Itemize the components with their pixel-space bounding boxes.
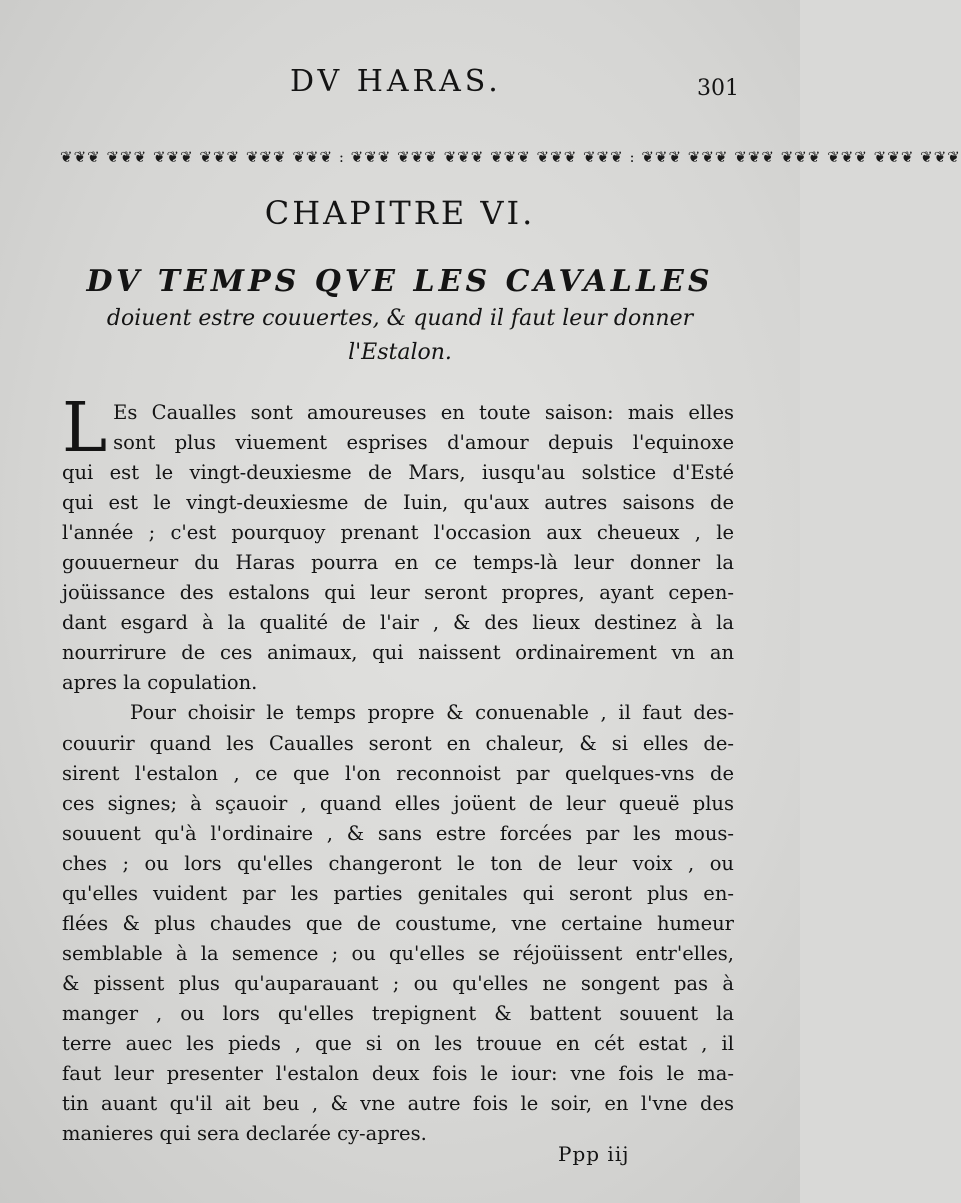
text-line: gouuerneur du Haras pourra en ce temps-là leur donner la [62,551,734,575]
text-line: sont plus viuement esprises d'amour depuis l'equinoxe [113,431,734,455]
chapter-title: CHAPITRE VI. [264,194,536,232]
chapter-subtitle-line-1: DV TEMPS QVE LES CAVALLES [86,264,714,299]
text-line: qui est le vingt-deuxiesme de Iuin, qu'aux autres saisons de [62,491,734,515]
paragraph-2 [62,698,734,1149]
text-line: dant esgard à la qualité de l'air , & des lieux destinez à la [62,611,734,635]
text-line: nourrirure de ces animaux, qui naissent ordinairement vn an [62,641,734,665]
paragraph-1 [62,389,734,698]
text-line: tin auant qu'il ait beu , & vne autre fois le soir, en l'vne des [62,1092,734,1116]
text-line: flées & plus chaudes que de coustume, vne certaine humeur [62,911,734,935]
text-line: Es Caualles sont amoureuses en toute saison: mais elles [113,401,734,424]
running-head [0,64,800,104]
text-line: & pissent plus qu'auparauant ; ou qu'elles ne songent pas à [62,971,734,995]
text-line: faut leur presenter l'estalon deux fois le iour: vne fois le ma- [62,1062,734,1086]
page-number: 301 [697,76,739,101]
signature-mark: Ppp iij [558,1142,630,1166]
text-line: Pour choisir le temps propre & conuenable , il faut des- [130,701,734,725]
text-line: sirent l'estalon , ce que l'on reconnoist par quelques-vns de [62,761,734,785]
chapter-subtitle-line-2: doiuent estre couuertes, & quand il faut leur donner [106,306,694,331]
chapter-subtitle-line-3: l'Estalon. [348,340,452,365]
text-line: manger , ou lors qu'elles trepignent & battent souuent la [62,1001,734,1025]
text-line: joüissance des estalons qui leur seront propres, ayant cepen- [62,581,734,605]
body-text [62,389,734,1149]
text-line: l'année ; c'est pourquoy prenant l'occasion aux cheueux , le [62,521,734,545]
drop-cap: L [62,389,108,468]
text-line: couurir quand les Caualles seront en chaleur, & si elles de- [62,731,734,755]
text-line: ches ; ou lors qu'elles changeront le ton de leur voix , ou [62,851,734,875]
text-line: souuent qu'à l'ordinaire , & sans estre forcées par les mous- [62,821,734,845]
text-line: ces signes; à sçauoir , quand elles joüent de leur queuë plus [62,791,734,815]
ornament-band: ❦❦❦ ❦❦❦ ❦❦❦ ❦❦❦ ❦❦❦ ❦❦❦ : ❦❦❦ ❦❦❦ ❦❦❦ ❦❦❦ ❦❦❦ ❦❦❦ : ❦❦❦ ❦❦❦ ❦❦❦ ❦❦❦ ❦❦❦ ❦❦❦ ❦❦❦ [60,148,961,166]
running-title: DV HARAS. [290,64,502,99]
text-line: semblable à la semence ; ou qu'elles se réjoüissent entr'elles, [62,941,734,965]
text-line: manieres qui sera declarée cy-apres. [62,1122,427,1146]
text-line: qui est le vingt-deuxiesme de Mars, iusqu'au solstice d'Esté [62,461,734,485]
text-line: qu'elles vuident par les parties genitales qui seront plus en- [62,881,734,905]
text-line: terre auec les pieds , que si on les trouue en cét estat , il [62,1031,734,1055]
text-line: apres la copulation. [62,671,258,695]
